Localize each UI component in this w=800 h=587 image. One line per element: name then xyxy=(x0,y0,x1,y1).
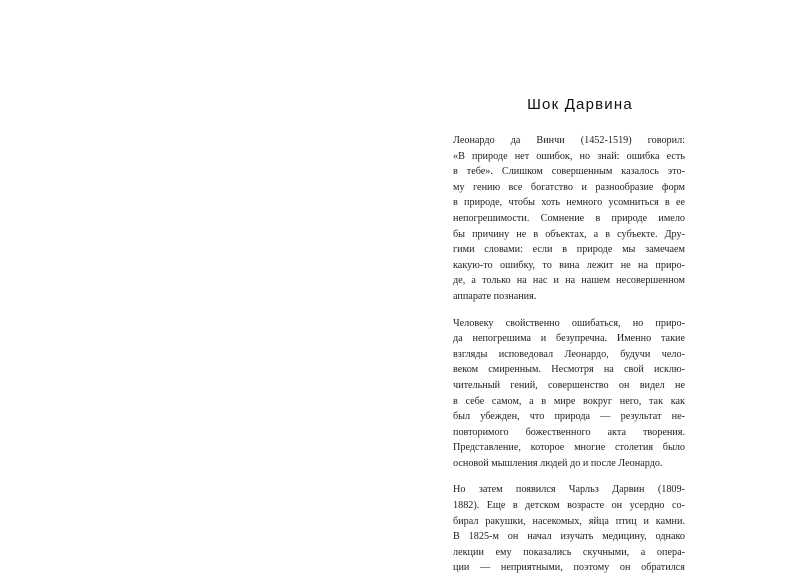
text-line: в себе самом, а в мире вокруг него, так как xyxy=(453,395,685,407)
text-line: 1882). Еще в детском возрасте он усердно со- xyxy=(453,500,685,512)
paragraph-2 xyxy=(453,316,685,472)
text-line: в тебе». Слишком совершенным казалось это- xyxy=(453,166,685,178)
text-line: непогрешимости. Сомнение в природе имело xyxy=(453,212,685,224)
text-line: бирал ракушки, насекомых, яйца птиц и камни. xyxy=(453,515,685,527)
text-line: му гению все богатство и разнообразие форм xyxy=(453,181,685,193)
text-line: повторимого божественного акта творения. xyxy=(453,426,685,438)
text-line: ции — неприятными, поэтому он обратился xyxy=(453,562,685,574)
text-line: аппарате познания. xyxy=(453,290,537,302)
text-line: В 1825-м он начал изучать медицину, однако xyxy=(453,531,685,543)
text-line: де, а только на нас и на нашем несовершенном xyxy=(453,275,685,287)
text-line: в природе, чтобы хоть немного усомниться в ее xyxy=(453,197,685,209)
text-line: Леонардо да Винчи (1452-1519) говорил: xyxy=(453,135,685,146)
chapter-title: Шок Дарвина xyxy=(527,96,633,113)
text-line: основой мышления людей до и после Леонардо. xyxy=(453,457,663,469)
paragraph-3 xyxy=(453,482,685,576)
text-line: веком смиренным. Несмотря на свой исклю- xyxy=(453,364,685,376)
text-line: гими словами: если в природе мы замечаем xyxy=(453,244,685,256)
book-page xyxy=(453,96,685,587)
paragraph-1 xyxy=(453,133,685,305)
text-line: лекции ему показались скучными, а опера- xyxy=(453,546,685,558)
text-line: да непогрешима и безупречна. Именно такие xyxy=(453,333,685,345)
text-line: какую-то ошибку, то вина лежит не на приро- xyxy=(453,259,685,271)
text-line: Представление, которое многие столетия было xyxy=(453,442,685,454)
text-line: бы причину не в объектах, а в субъекте. Дру- xyxy=(453,228,685,240)
text-line: «В природе нет ошибок, но знай: ошибка есть xyxy=(453,150,685,162)
text-line: Человеку свойственно ошибаться, но приро- xyxy=(453,317,685,329)
text-line: взгляды исповедовал Леонардо, будучи чело- xyxy=(453,348,685,360)
text-line: Но затем появился Чарльз Дарвин (1809- xyxy=(453,484,685,496)
text-line: чительный гений, совершенство он видел не xyxy=(453,379,685,391)
text-line: был убежден, что природа — результат не- xyxy=(453,411,685,423)
